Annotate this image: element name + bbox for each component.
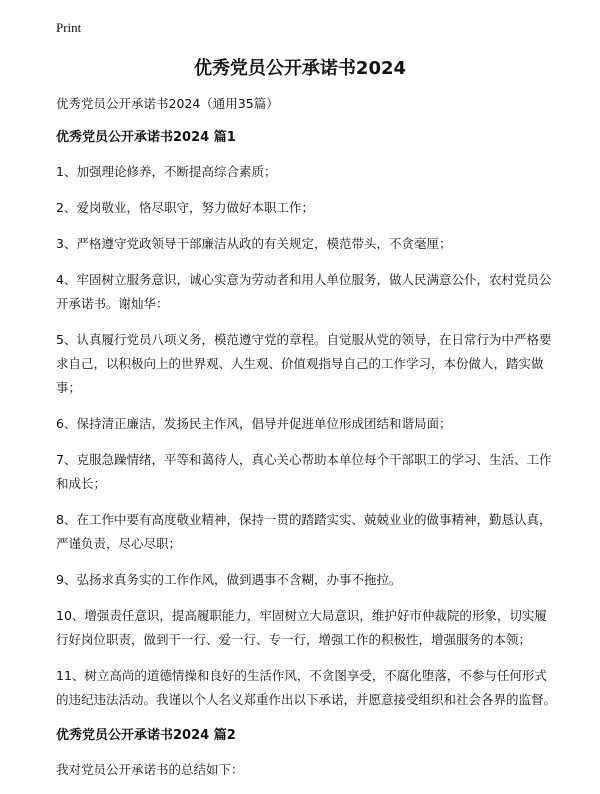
list-item: 4、牢固树立服务意识，诚心实意为劳动者和用人单位服务，做人民满意公仆，农村党员公开承诺书。谢灿华： [56, 272, 552, 311]
section-heading: 优秀党员公开承诺书2024 篇1 [56, 130, 236, 145]
list-item: 3、严格遵守党政领导干部廉洁从政的有关规定，模范带头，不贪毫厘； [56, 236, 452, 251]
list-item: 6、保持清正廉洁，发扬民主作风，倡导并促进单位形成团结和谐局面； [56, 416, 452, 431]
intro-text: 优秀党员公开承诺书2024（通用35篇） [56, 96, 279, 111]
section-heading: 优秀党员公开承诺书2024 篇2 [56, 728, 236, 743]
page-title: 优秀党员公开承诺书2024 [193, 58, 407, 79]
list-item: 9、弘扬求真务实的工作作风，做到遇事不含糊，办事不拖拉。 [56, 572, 402, 587]
print-link[interactable]: Print [56, 20, 82, 35]
list-item: 8、在工作中要有高度敬业精神，保持一贯的踏踏实实、兢兢业业的做事精神，勤恳认真，严谨负责，尽心尽职； [56, 512, 552, 551]
list-item: 7、克服急躁情绪，平等和蔼待人，真心关心帮助本单位每个干部职工的学习、生活、工作和成长； [56, 452, 552, 491]
list-item: 2、爱岗敬业，恪尽职守，努力做好本职工作； [56, 200, 314, 215]
list-item: 5、认真履行党员八项义务，模范遵守党的章程。自觉服从党的领导，在日常行为中严格要求自己，以积极向上的世界观、人生观、价值观指导自己的工作学习，本份做人，踏实做事； [56, 332, 552, 395]
list-item: 我对党员公开承诺书的总结如下： [56, 762, 244, 777]
list-item: 10、增强责任意识，提高履职能力，牢固树立大局意识，维护好市仲裁院的形象，切实履行好岗位职责，做到干一行、爱一行、专一行，增强工作的积极性，增强服务的本领； [56, 608, 547, 647]
document-body [56, 92, 556, 794]
list-item: 11、树立高尚的道德情操和良好的生活作风，不贪图享受，不腐化堕落，不参与任何形式的违纪违法活动。我谨以个人名义郑重作出以下承诺，并愿意接受组织和社会各界的监督。 [56, 668, 557, 707]
list-item: 1、加强理论修养，不断提高综合素质； [56, 164, 277, 179]
